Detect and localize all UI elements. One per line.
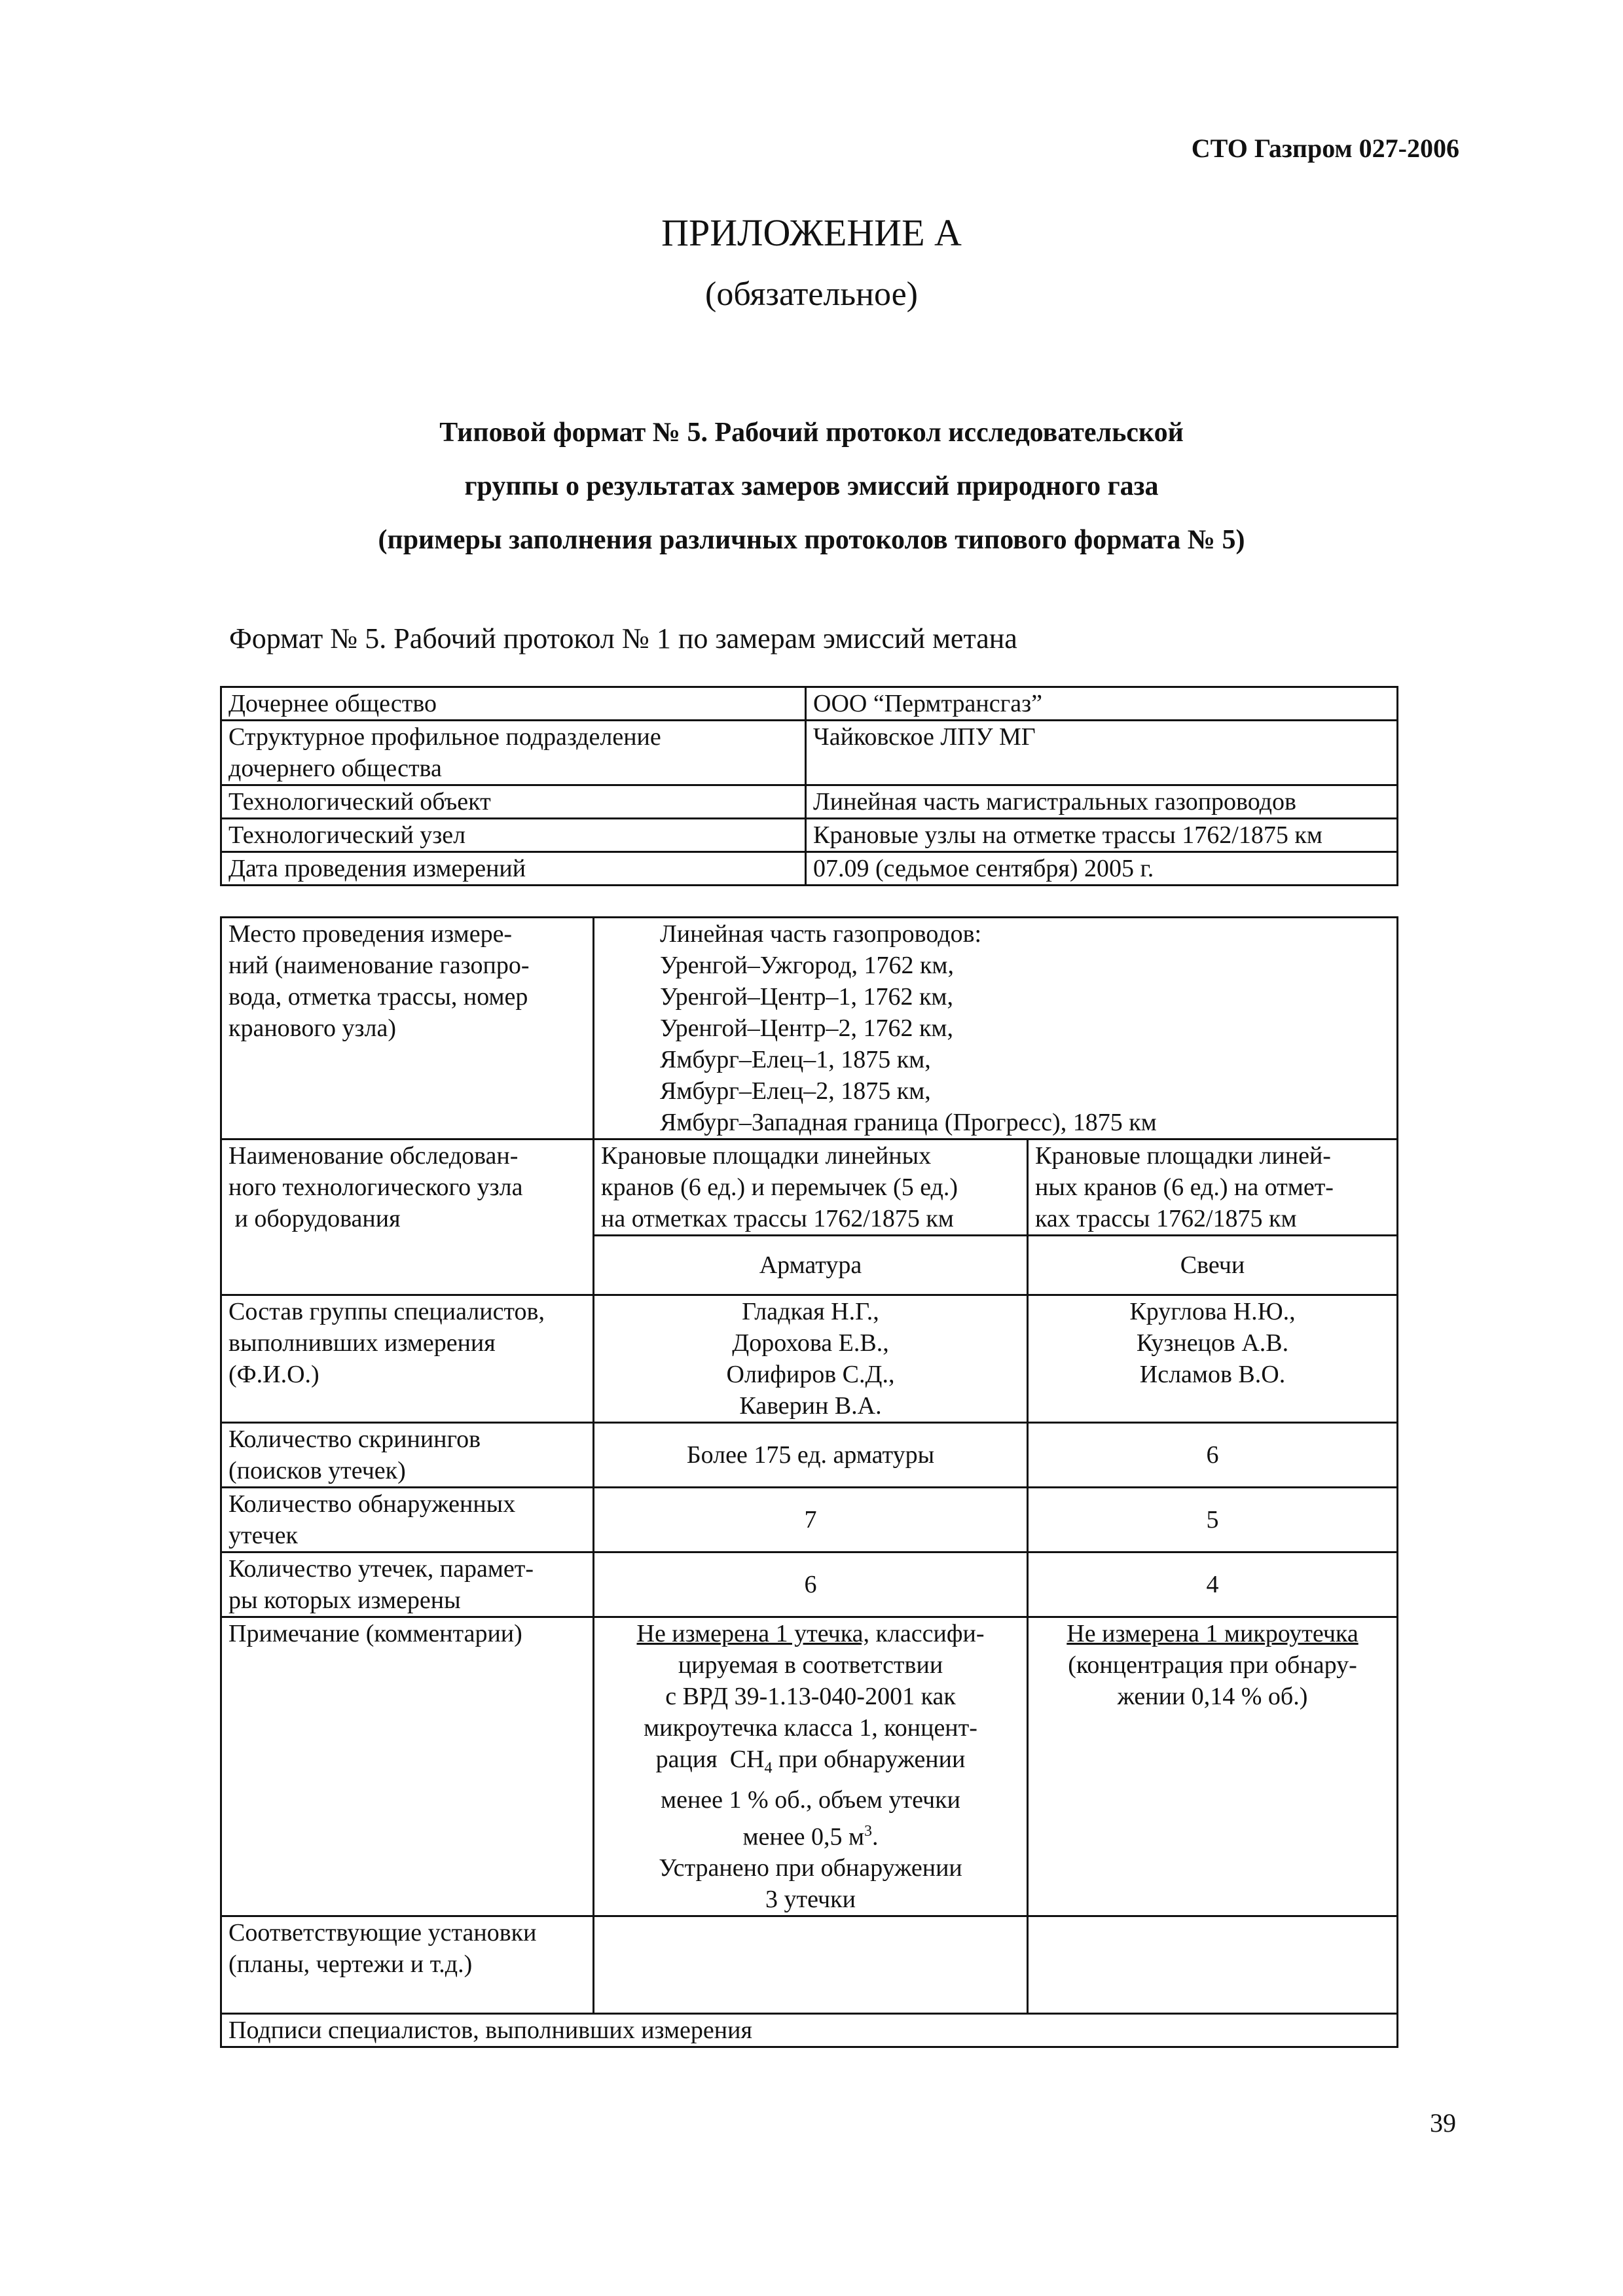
table-row xyxy=(221,1488,1398,1552)
cell-line: ного технологического узла xyxy=(228,1174,523,1201)
table-cell: 5 xyxy=(1028,1488,1398,1552)
table-cell: 6 xyxy=(1028,1423,1398,1488)
table-cell: 4 xyxy=(1028,1552,1398,1617)
table-cell: Дочернее общество xyxy=(221,687,806,721)
cell-line xyxy=(601,1744,1020,1784)
document-code: СТО Газпром 027-2006 xyxy=(1191,134,1459,163)
cell-line: Круглова Н.Ю., xyxy=(1129,1298,1296,1325)
table-cell: 6 xyxy=(594,1552,1028,1617)
table-cell: 7 xyxy=(594,1488,1028,1552)
cell-line: ных кранов (6 ед.) на отмет- xyxy=(1035,1174,1334,1201)
table-cell: Крановые узлы на отметке трассы 1762/1875 км xyxy=(806,819,1398,852)
table-row xyxy=(221,721,1398,785)
cell-text: при обнаружении xyxy=(772,1746,966,1773)
cell-line: Устранено при обнаружении xyxy=(659,1854,962,1882)
table-cell: Примечание (комментарии) xyxy=(221,1617,594,1916)
cell-line: выполнивших измерения xyxy=(228,1329,496,1357)
cell-line: Ямбург–Елец–2, 1875 км, xyxy=(660,1077,931,1105)
cell-text: рация CH xyxy=(655,1746,765,1773)
cell-line: Гладкая Н.Г., xyxy=(742,1298,879,1325)
cell-line: цируемая в соответствии xyxy=(678,1651,943,1679)
table-cell xyxy=(221,721,806,785)
cell-line: Состав группы специалистов, xyxy=(228,1298,545,1325)
cell-line: Каверин В.А. xyxy=(739,1392,882,1420)
cell-line: на отметках трассы 1762/1875 км xyxy=(601,1205,954,1232)
cell-line: Количество обнаруженных xyxy=(228,1490,516,1518)
table-cell xyxy=(221,1139,594,1295)
table-row xyxy=(221,1617,1398,1916)
cell-text: классифи- xyxy=(869,1620,985,1647)
cell-line xyxy=(601,1816,1020,1853)
cell-line: Количество скринингов xyxy=(228,1426,481,1453)
table-cell xyxy=(221,1552,594,1617)
cell-line: Ямбург–Западная граница (Прогресс), 1875 км xyxy=(660,1109,1157,1136)
cell-line: (Ф.И.О.) xyxy=(228,1361,319,1388)
cell-line: Уренгой–Ужгород, 1762 км, xyxy=(660,952,954,979)
table-cell: Более 175 ед. арматуры xyxy=(594,1423,1028,1488)
section-heading xyxy=(0,406,1623,567)
table-cell xyxy=(594,1295,1028,1423)
table-cell xyxy=(1028,1295,1398,1423)
table-cell xyxy=(221,1295,594,1423)
cell-line: ры которых измерены xyxy=(228,1587,461,1614)
table-row xyxy=(221,852,1398,886)
table-cell xyxy=(1028,1617,1398,1916)
table-row xyxy=(221,1139,1398,1236)
cell-line: Крановые площадки линей- xyxy=(1035,1142,1331,1170)
cell-line: Не измерена 1 микроутечка xyxy=(1067,1620,1359,1647)
cell-line: Кузнецов А.В. xyxy=(1136,1329,1289,1357)
cell-line: Количество утечек, парамет- xyxy=(228,1555,534,1583)
cell-line: Место проведения измере- xyxy=(228,920,513,948)
table-cell xyxy=(221,918,594,1139)
cell-line: дочернего общества xyxy=(228,755,442,782)
protocol-title: Формат № 5. Рабочий протокол № 1 по замерам эмиссий метана xyxy=(229,622,1017,655)
table-cell xyxy=(594,1617,1028,1916)
table-cell xyxy=(221,1916,594,2014)
cell-line: ках трассы 1762/1875 км xyxy=(1035,1205,1297,1232)
cell-line: менее 1 % об., объем утечки xyxy=(661,1785,960,1814)
cell-line: с ВРД 39-1.13-040-2001 как xyxy=(665,1683,956,1710)
table-row xyxy=(221,2014,1398,2047)
cell-line: Уренгой–Центр–1, 1762 км, xyxy=(660,983,953,1011)
appendix-title: ПРИЛОЖЕНИЕ А xyxy=(661,211,962,254)
cell-line: Уренгой–Центр–2, 1762 км, xyxy=(660,1014,953,1042)
table-cell: Чайковское ЛПУ МГ xyxy=(806,721,1398,785)
table-cell xyxy=(221,1488,594,1552)
heading-line: группы о результатах замеров эмиссий природного газа xyxy=(464,471,1159,501)
table-row xyxy=(221,819,1398,852)
cell-line: вода, отметка трассы, номер xyxy=(228,983,528,1011)
table-row xyxy=(221,687,1398,721)
heading-line: Типовой формат № 5. Рабочий протокол исследовательской xyxy=(439,418,1184,448)
cell-line: кранового узла) xyxy=(228,1014,396,1042)
underlined-text: Не измерена 1 утечка, xyxy=(636,1620,869,1647)
page-number: 39 xyxy=(1430,2108,1456,2138)
table-cell xyxy=(594,1139,1028,1236)
info-table xyxy=(220,686,1398,886)
table-cell: Арматура xyxy=(594,1236,1028,1295)
cell-line: (поисков утечек) xyxy=(228,1457,406,1484)
table-cell: Линейная часть магистральных газопроводов xyxy=(806,785,1398,819)
superscript: 3 xyxy=(864,1822,873,1840)
cell-line xyxy=(601,1618,1020,1649)
cell-line: Ямбург–Елец–1, 1875 км, xyxy=(660,1046,931,1073)
subscript: 4 xyxy=(764,1759,773,1777)
measurement-table xyxy=(220,916,1398,2048)
cell-line: 3 утечки xyxy=(765,1886,856,1914)
cell-line: Наименование обследован- xyxy=(228,1142,519,1170)
cell-text: менее 0,5 м xyxy=(742,1823,865,1851)
cell-line: Линейная часть газопроводов: xyxy=(660,920,982,948)
cell-line: утечек xyxy=(228,1522,298,1549)
heading-line: (примеры заполнения различных протоколов типового формата № 5) xyxy=(378,525,1245,555)
table-row xyxy=(221,1916,1398,2014)
table-row xyxy=(221,918,1398,1139)
cell-line: (планы, чертежи и т.д.) xyxy=(228,1950,473,1979)
table-cell: ООО “Пермтрансгаз” xyxy=(806,687,1398,721)
table-row xyxy=(221,785,1398,819)
cell-line: кранов (6 ед.) и перемычек (5 ед.) xyxy=(601,1174,958,1201)
table-cell: Технологический объект xyxy=(221,785,806,819)
appendix-subtitle: (обязательное) xyxy=(705,276,918,313)
table-row xyxy=(221,1423,1398,1488)
cell-line: Дорохова Е.В., xyxy=(732,1329,889,1357)
table-cell xyxy=(221,1423,594,1488)
table-cell: Технологический узел xyxy=(221,819,806,852)
table-cell xyxy=(594,918,1398,1139)
table-row xyxy=(221,1552,1398,1617)
cell-line: жении 0,14 % об.) xyxy=(1117,1683,1308,1710)
cell-line: и оборудования xyxy=(228,1205,401,1232)
table-cell: Дата проведения измерений xyxy=(221,852,806,886)
cell-line: ний (наименование газопро- xyxy=(228,952,530,979)
table-cell xyxy=(1028,1139,1398,1236)
table-cell: Свечи xyxy=(1028,1236,1398,1295)
cell-line: микроутечка класса 1, концент- xyxy=(644,1714,977,1742)
cell-text: . xyxy=(872,1823,879,1851)
table-cell: Подписи специалистов, выполнивших измерения xyxy=(221,2014,1398,2047)
table-cell xyxy=(1028,1916,1398,2014)
table-cell: 07.09 (седьмое сентября) 2005 г. xyxy=(806,852,1398,886)
cell-line: Структурное профильное подразделение xyxy=(228,723,661,751)
table-cell xyxy=(594,1916,1028,2014)
cell-line: (концентрация при обнару- xyxy=(1068,1651,1357,1679)
table-row xyxy=(221,1295,1398,1423)
cell-line: Крановые площадки линейных xyxy=(601,1142,932,1170)
cell-line: Олифиров С.Д., xyxy=(726,1361,895,1388)
cell-line: Соответствующие установки xyxy=(228,1919,537,1947)
cell-line: Исламов В.О. xyxy=(1139,1361,1286,1388)
